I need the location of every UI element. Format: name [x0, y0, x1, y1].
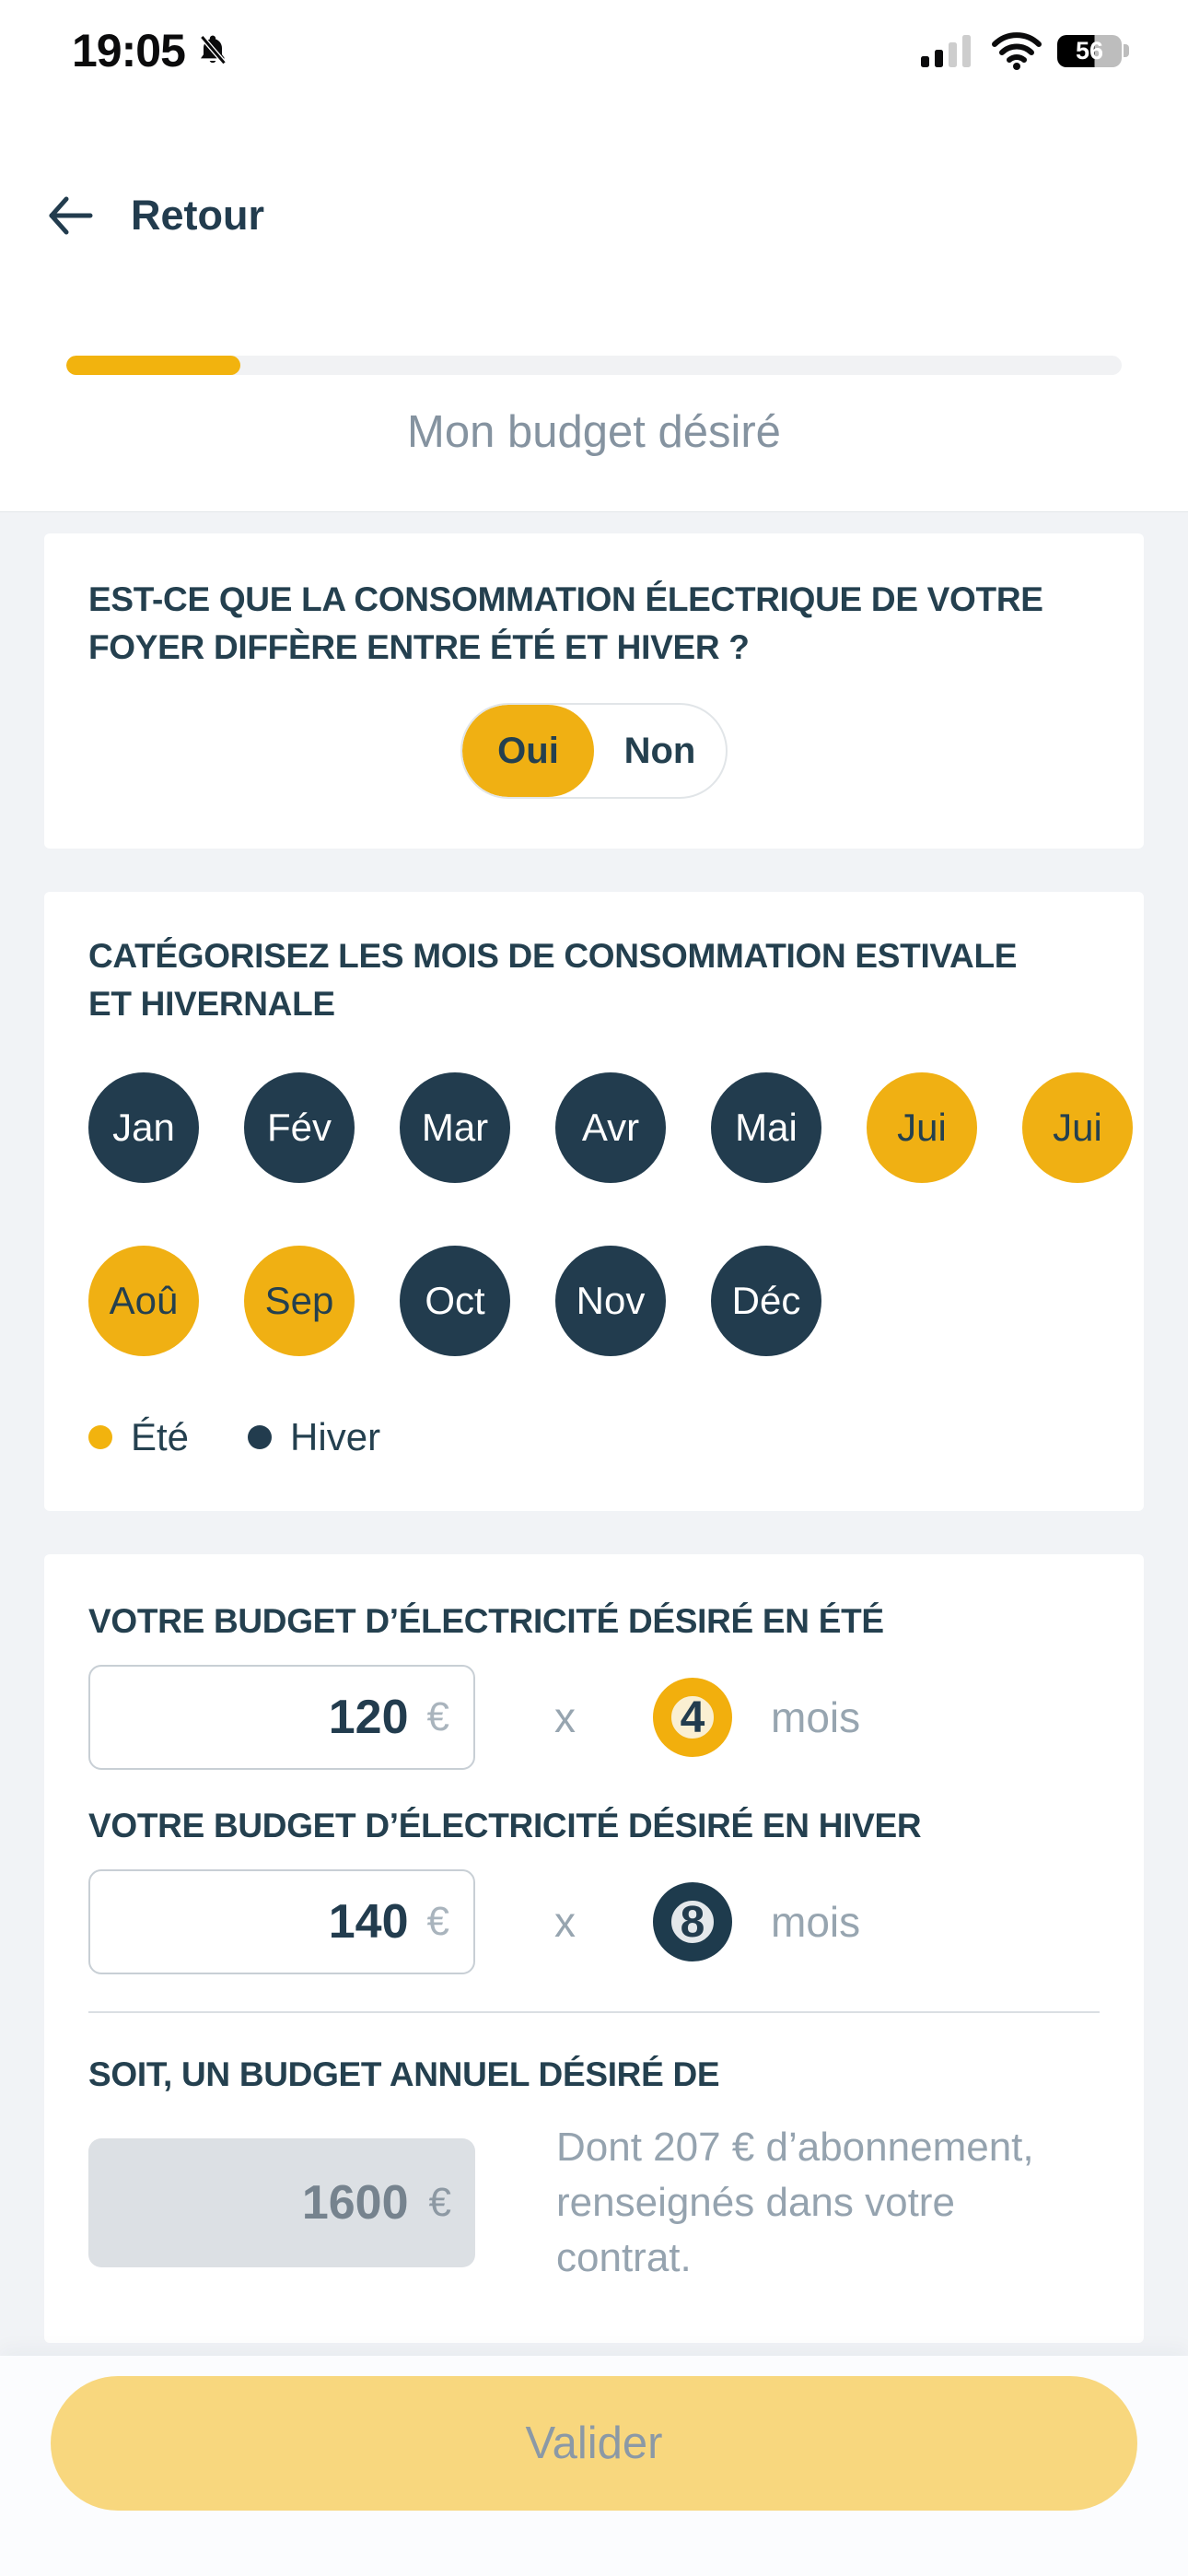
season-legend [88, 1415, 1144, 1459]
page-title: Mon budget désiré [407, 407, 781, 457]
season-question-card [44, 533, 1144, 849]
budget-card [44, 1554, 1144, 2343]
progress-fill [66, 356, 240, 375]
multiply-sign: x [554, 1693, 576, 1741]
summer-months-unit: mois [771, 1693, 861, 1741]
back-arrow-icon [44, 193, 96, 238]
divider [88, 2011, 1100, 2013]
bell-off-icon [194, 32, 231, 69]
back-label: Retour [131, 192, 264, 239]
summer-budget-input[interactable] [109, 1690, 409, 1745]
summer-months-count: 4 [653, 1678, 732, 1757]
summer-budget-row [88, 1665, 1100, 1770]
summer-budget-input-box [88, 1665, 475, 1770]
winter-dot-icon [248, 1425, 272, 1449]
annual-budget-input [107, 2174, 411, 2231]
cellular-signal-icon [919, 32, 976, 69]
legend-label: Été [131, 1415, 190, 1458]
month-chip[interactable]: Sep [244, 1246, 355, 1356]
winter-budget-input-box [88, 1869, 475, 1974]
status-time: 19:05 [72, 25, 185, 76]
months-grid [88, 1072, 1144, 1356]
annual-budget-label: SOIT, UN BUDGET ANNUEL DÉSIRÉ DE [88, 2055, 720, 2093]
month-chip[interactable]: Nov [555, 1246, 666, 1356]
month-chip[interactable]: Jan [88, 1072, 199, 1183]
month-chip[interactable]: Oct [400, 1246, 510, 1356]
winter-budget-label: VOTRE BUDGET D’ÉLECTRICITÉ DÉSIRÉ EN HIVER [88, 1807, 922, 1844]
month-chip[interactable]: Aoû [88, 1246, 199, 1356]
multiply-sign: x [554, 1898, 576, 1946]
months-heading: CATÉGORISEZ LES MOIS DE CONSOMMATION ESTIVALE ET HIVERNALE [88, 937, 1018, 1023]
month-chip[interactable]: Fév [244, 1072, 355, 1183]
status-bar [0, 0, 1188, 77]
months-card [44, 892, 1144, 1511]
battery-icon [1057, 35, 1129, 67]
toggle-option-oui[interactable]: Oui [462, 705, 594, 797]
progress-bar [66, 356, 1122, 375]
winter-budget-row [88, 1869, 1100, 1974]
euro-symbol: € [426, 1694, 449, 1739]
season-question-heading: EST-CE QUE LA CONSOMMATION ÉLECTRIQUE DE VOTRE FOYER DIFFÈRE ENTRE ÉTÉ ET HIVER ? [88, 580, 1043, 666]
annual-budget-row [88, 2120, 1100, 2286]
winter-budget-input[interactable] [109, 1894, 409, 1950]
month-chip[interactable]: Avr [555, 1072, 666, 1183]
oui-non-toggle [460, 703, 728, 799]
winter-months-unit: mois [771, 1898, 861, 1946]
wifi-icon [991, 31, 1042, 70]
euro-symbol: € [426, 1899, 449, 1944]
summer-dot-icon [88, 1425, 112, 1449]
summer-budget-label: VOTRE BUDGET D’ÉLECTRICITÉ DÉSIRÉ EN ÉTÉ [88, 1602, 884, 1640]
month-chip[interactable]: Mai [711, 1072, 821, 1183]
main-content [0, 512, 1188, 2343]
footer-bar [0, 2356, 1188, 2576]
valider-button[interactable]: Valider [51, 2376, 1137, 2511]
month-chip[interactable]: Déc [711, 1246, 821, 1356]
month-chip[interactable]: Jui [1022, 1072, 1133, 1183]
header [0, 0, 1188, 512]
subscription-note: Dont 207 € d’abonnement, renseignés dans votre contrat. [556, 2125, 1034, 2280]
annual-budget-box [88, 2138, 475, 2267]
month-chip[interactable]: Jui [867, 1072, 977, 1183]
euro-symbol: € [428, 2180, 451, 2225]
back-button[interactable] [44, 192, 264, 240]
battery-percent: 56 [1075, 36, 1104, 64]
toggle-option-non[interactable]: Non [623, 730, 696, 771]
month-chip[interactable]: Mar [400, 1072, 510, 1183]
winter-months-count: 8 [653, 1882, 732, 1961]
legend-label: Hiver [290, 1415, 381, 1458]
